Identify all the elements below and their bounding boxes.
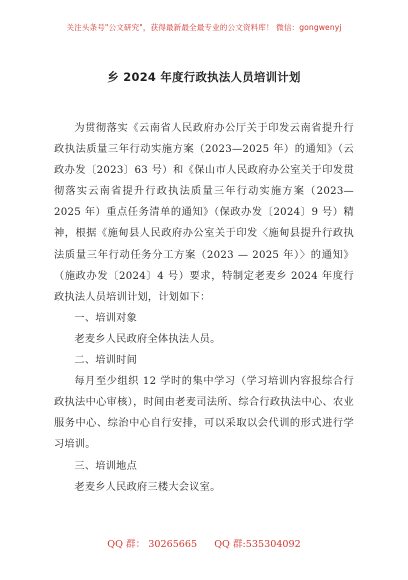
footer-qq-group-1: QQ 群： 30265665 — [107, 539, 198, 550]
training-target-text: 老麦乡人民政府全体执法人员。 — [74, 333, 221, 345]
training-location-text: 老麦乡人民政府三楼大会议室。 — [74, 481, 221, 493]
section-heading-training-location: 三、培训地点 — [74, 460, 138, 472]
intro-paragraph: 为贯彻落实《云南省人民政府办公厅关于印发云南省提升行政执法质量三年行动实施方案（2023—2025 年）的通知》（云政办发〔2023〕63 号）和《保山市人民政府办公室关于印发贯彻落实云南省提升行政执法质量三年行动实施方案（2023—2025 年）重点任务清单的通知》（保政办发〔2024〕9 号）精神，根据《施甸县人民政府办公室关于印发〈施甸县提升行政执法质量三年行动任务分工方案（2023 — 2025 年）〉的通知》（施政办发〔2024〕4 号）要求，特制定老麦乡 2024 年度行政执法人员培训计划，计划如下： — [54, 123, 354, 303]
footer — [0, 536, 408, 550]
document-body — [54, 118, 354, 498]
section-heading-training-time: 二、培训时间 — [74, 355, 138, 367]
section-heading-training-target: 一、培训对象 — [74, 312, 138, 324]
document-title: 乡 2024 年度行政执法人员培训计划 — [107, 70, 301, 84]
header-note: 关注头条号"公文研究"，获得最新最全最专业的公文资料库！ 微信：gongwenyj — [66, 23, 342, 32]
training-time-text: 每月至少组织 12 学时的集中学习（学习培训内容报综合行政执法中心审核），时间由老麦司法所、综合行政执法中心、农业服务中心、综治中心自行安排，可以采取以会代训的形式进行学习培训。 — [54, 376, 354, 451]
footer-qq-group-2: QQ 群:535304092 — [214, 539, 301, 550]
